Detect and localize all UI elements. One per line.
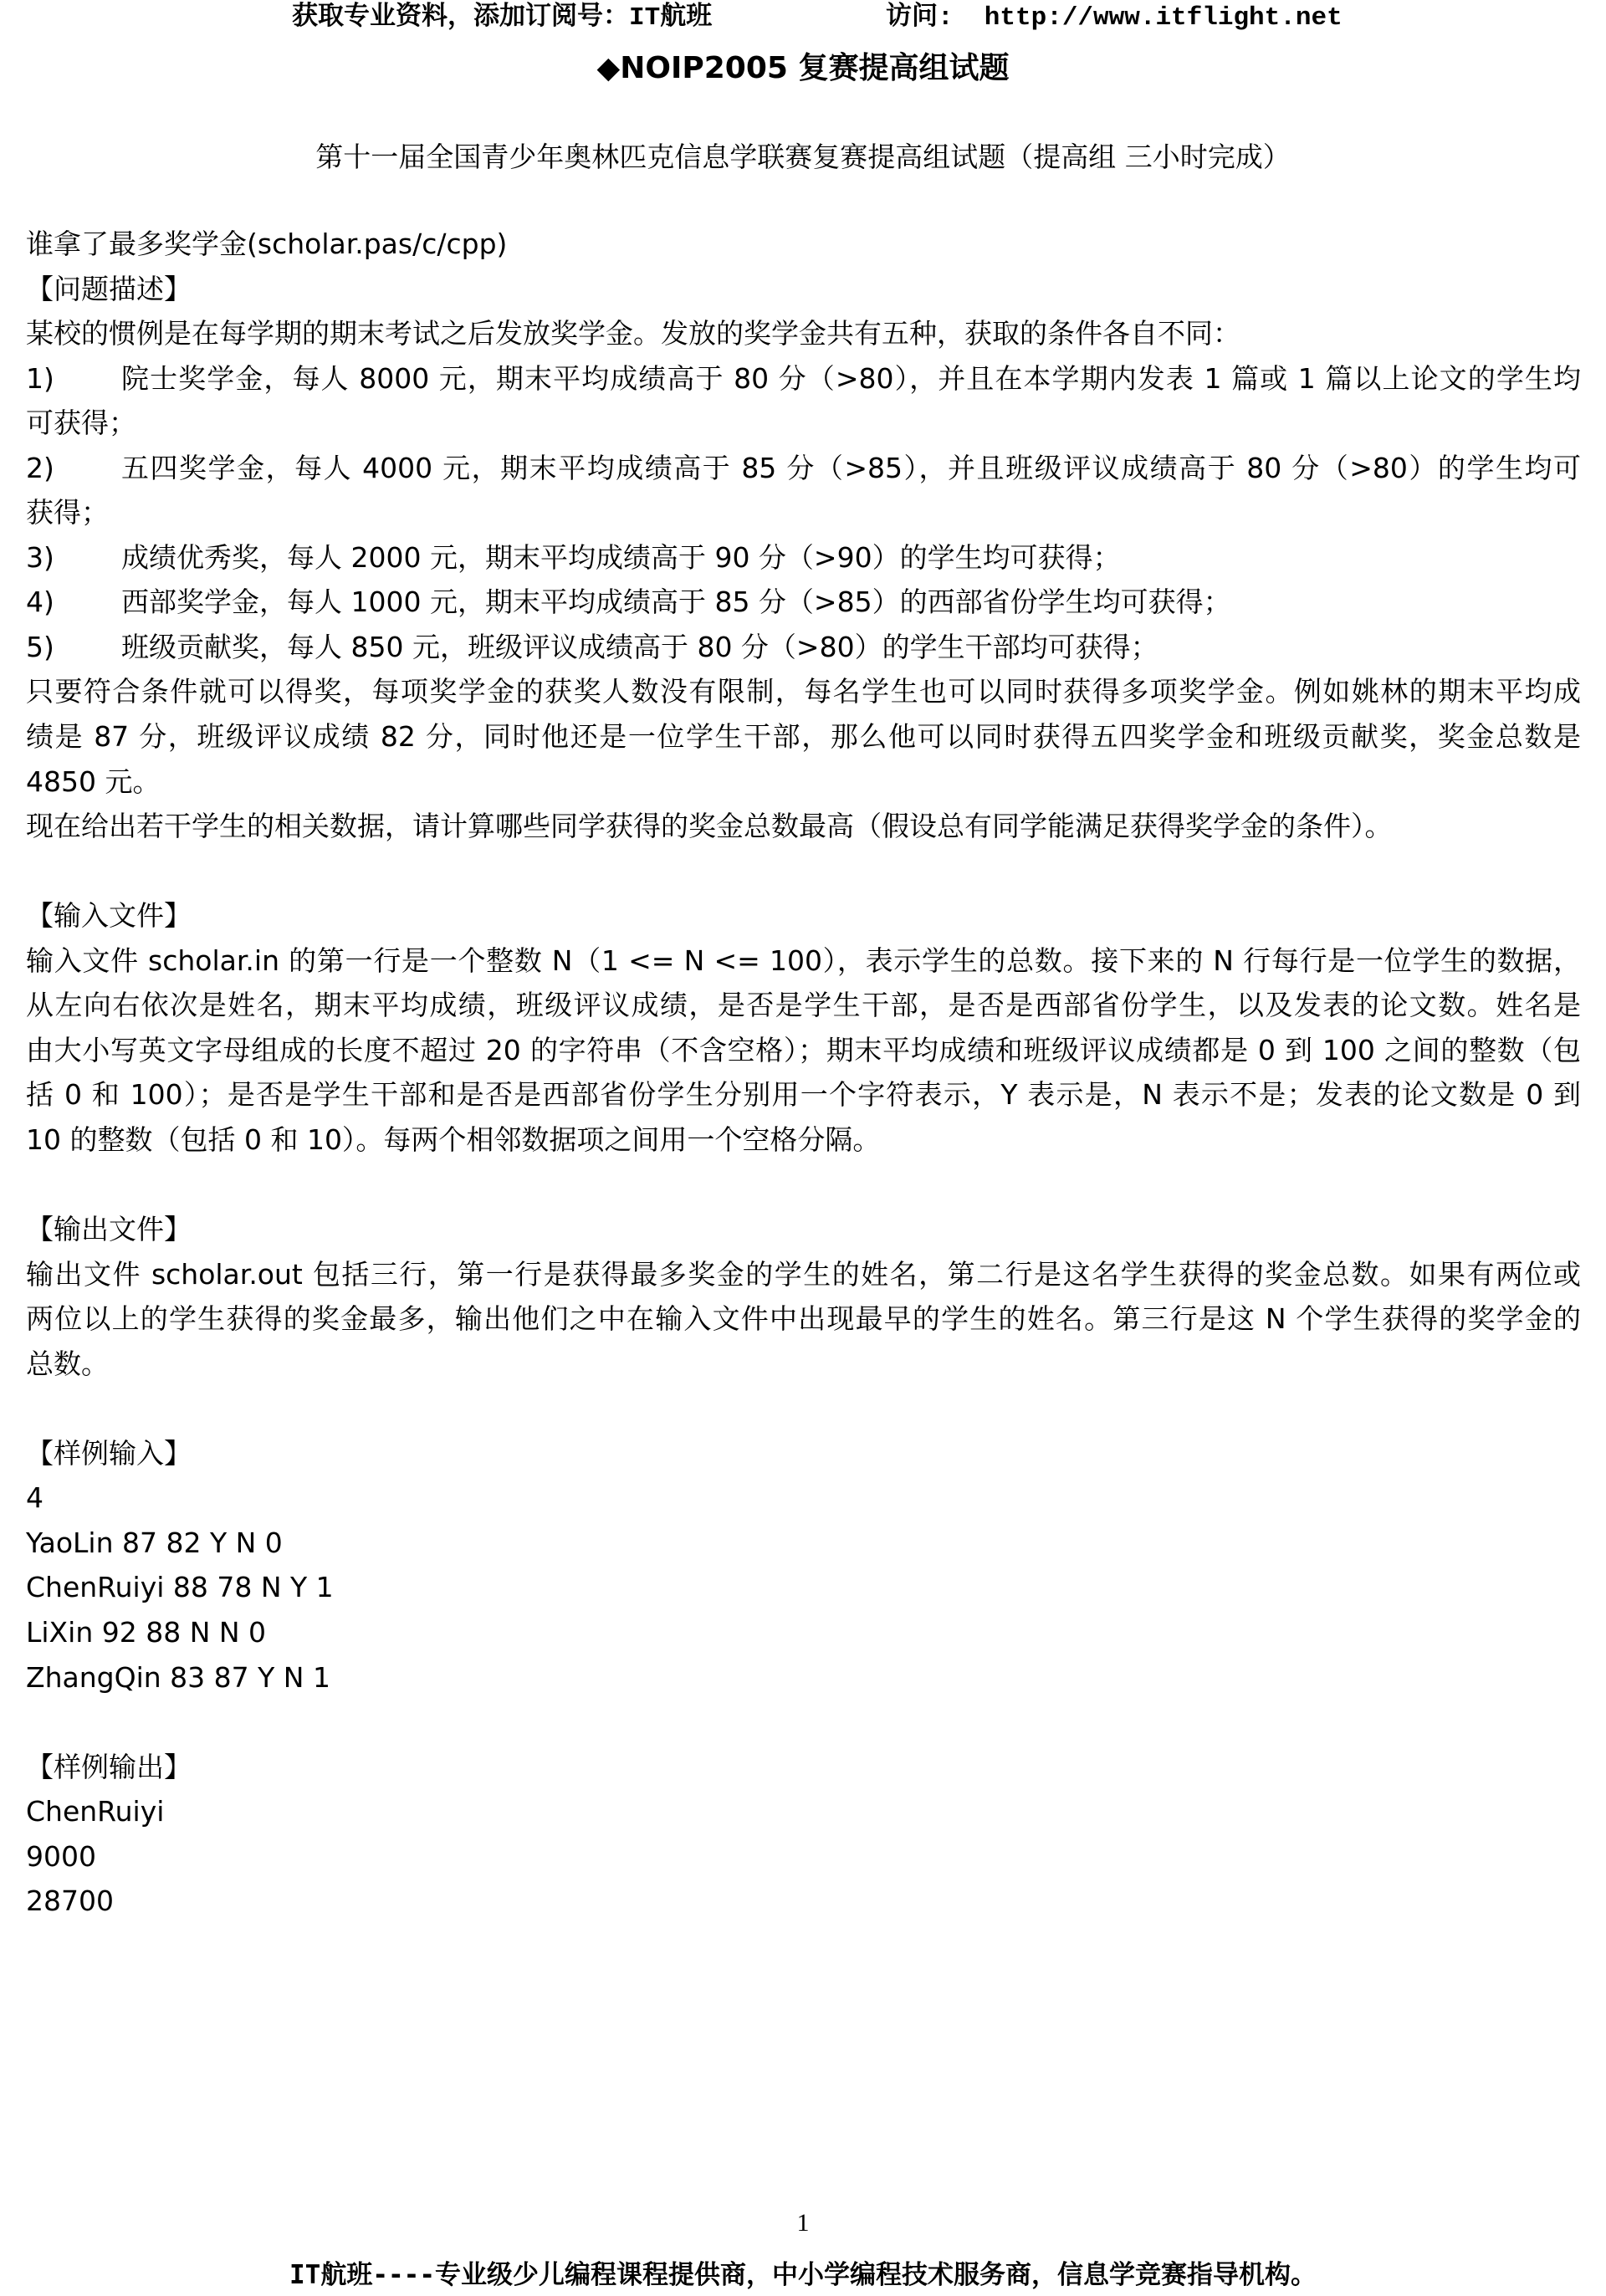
section-heading-sample-output: 【样例输出】 [26,1750,192,1783]
rule-item-text: 班级贡献奖，每人 850 元，班级评议成绩高于 80 分（>80）的学生干部均可获得； [121,630,1158,663]
description-paragraph-line: 只要符合条件就可以得奖，每项奖学金的获奖人数没有限制，每名学生也可以同时获得多项奖学金。例如姚林的期末平均成 [26,675,1581,708]
blank-line [26,1162,1581,1207]
description-paragraph-line: 4850 元。 [26,764,161,798]
rule-item-5 [26,625,1581,670]
rule-item-continuation: 可获得； [26,407,136,440]
section-heading-description: 【问题描述】 [26,272,192,305]
rule-item-3 [26,535,1581,580]
blank-line [26,1700,1581,1745]
sample-input-line: ZhangQin 83 87 Y N 1 [26,1660,330,1694]
input-spec-line: 括 0 和 100）；是否是学生干部和是否是西部省份学生分别用一个字符表示，Y 表示是，N 表示不是；发表的论文数是 0 到 [26,1078,1581,1112]
footer-text: IT航班----专业级少儿编程课程提供商，中小学编程技术服务商，信息学竞赛指导机构。 [289,2260,1317,2290]
sample-output-line: 9000 [26,1839,96,1873]
rule-item-label: 1) [26,361,54,395]
sample-input-line: YaoLin 87 82 Y N 0 [26,1526,283,1559]
section-heading-input: 【输入文件】 [26,899,192,933]
description-paragraph-line: 绩是 87 分，班级评议成绩 82 分，同时他还是一位学生干部，那么他可以同时获得五四奖学金和班级贡献奖，奖金总数是 [26,720,1581,754]
section-heading-sample-input: 【样例输入】 [26,1436,192,1470]
rule-item-text: 成绩优秀奖，每人 2000 元，期末平均成绩高于 90 分（>90）的学生均可获得； [121,540,1121,574]
header-website-text: 访问: http://www.itflight.net [886,3,1343,33]
rule-item-label: 4) [26,586,54,619]
rule-item-text: 五四奖学金，每人 4000 元，期末平均成绩高于 85 分（>85），并且班级评议成绩高于 80 分（>80）的学生均可 [121,451,1581,484]
output-spec-line: 总数。 [26,1347,109,1380]
document-title: ◆NOIP2005 复赛提高组试题 [596,51,1010,85]
sample-input-line: ChenRuiyi 88 78 N Y 1 [26,1571,334,1604]
page-number: 1 [796,2209,810,2237]
rule-item-label: 2) [26,451,54,484]
problem-body [26,222,1581,1924]
description-closing: 现在给出若干学生的相关数据，请计算哪些同学获得的奖金总数最高（假设总有同学能满足获得奖学金的条件）。 [26,810,1393,843]
rule-item-4 [26,580,1581,625]
sample-output-line: 28700 [26,1884,114,1918]
section-heading-output: 【输出文件】 [26,1213,192,1246]
output-spec-line: 输出文件 scholar.out 包括三行，第一行是获得最多奖金的学生的姓名，第二行是这名学生获得的奖金总数。如果有两位或 [26,1257,1581,1291]
blank-line [26,849,1581,894]
sample-input-line: LiXin 92 88 N N 0 [26,1615,267,1649]
input-spec-line: 输入文件 scholar.in 的第一行是一个整数 N（1 <= N <= 100），表示学生的总数。接下来的 N 行每行是一位学生的数据， [26,943,1581,977]
rule-item-continuation: 获得； [26,496,109,529]
input-spec-line: 由大小写英文字母组成的长度不超过 20 的字符串（不含空格）；期末平均成绩和班级评议成绩都是 0 到 100 之间的整数（包 [26,1033,1581,1066]
output-spec-line: 两位以上的学生获得的奖金最多，输出他们之中在输入文件中出现最早的学生的姓名。第三行是这 N 个学生获得的奖学金的 [26,1302,1581,1336]
document-subtitle: 第十一届全国青少年奥林匹克信息学联赛复赛提高组试题（提高组 三小时完成） [315,141,1291,173]
rule-item-1 [26,356,1581,401]
rule-item-label: 3) [26,540,54,574]
blank-line [26,1386,1581,1431]
problem-name: 谁拿了最多奖学金(scholar.pas/c/cpp) [26,228,508,260]
sample-output-line: ChenRuiyi [26,1795,165,1828]
input-spec-line: 从左向右依次是姓名，期末平均成绩，班级评议成绩，是否是学生干部，是否是西部省份学生，以及发表的论文数。姓名是 [26,989,1581,1022]
sample-input-line: 4 [26,1481,43,1515]
header-subscription-text: 获取专业资料，添加订阅号：IT航班 [292,3,713,33]
input-spec-line: 10 的整数（包括 0 和 10）。每两个相邻数据项之间用一个空格分隔。 [26,1122,881,1156]
rule-item-text: 院士奖学金，每人 8000 元，期末平均成绩高于 80 分（>80），并且在本学期内发表 1 篇或 1 篇以上论文的学生均 [121,361,1581,395]
rule-item-label: 5) [26,630,54,663]
description-intro: 某校的惯例是在每学期的期末考试之后发放奖学金。发放的奖学金共有五种，获取的条件各自不同： [26,317,1240,350]
rule-item-2 [26,446,1581,491]
rule-item-text: 西部奖学金，每人 1000 元，期末平均成绩高于 85 分（>85）的西部省份学生均可获得； [121,586,1231,619]
